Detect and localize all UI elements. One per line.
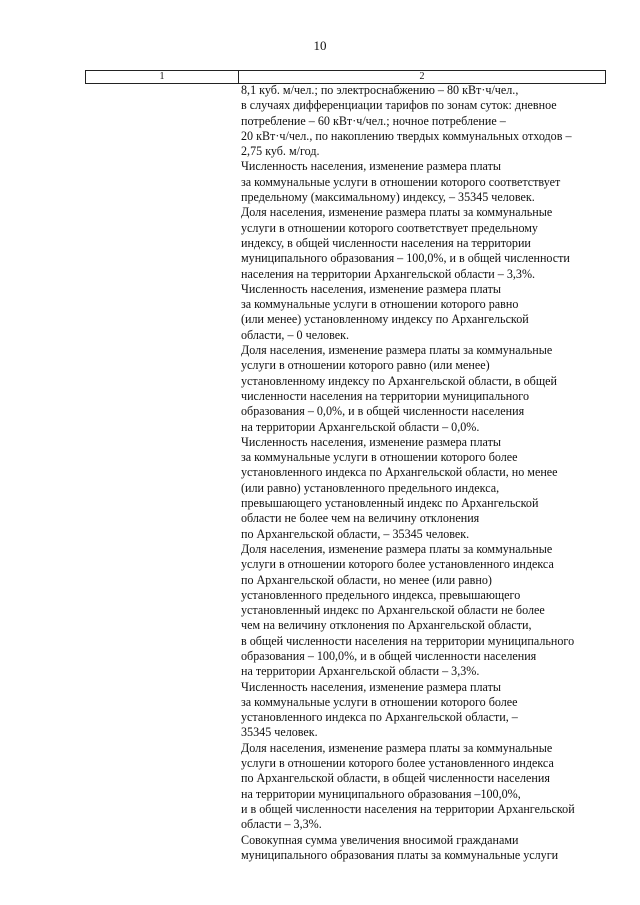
text-line: образования – 100,0%, и в общей численности населения bbox=[241, 648, 537, 663]
text-line: по Архангельской области, но менее (или равно) bbox=[241, 572, 492, 587]
text-line: Численность населения, изменение размера платы bbox=[241, 434, 501, 449]
text-line: (или менее) установленному индексу по Архангельской bbox=[241, 312, 529, 327]
text-line: Доля населения, изменение размера платы за коммунальные bbox=[241, 541, 553, 556]
text-line: услуги в отношении которого равно (или менее) bbox=[241, 358, 490, 373]
text-line: 35345 человек. bbox=[241, 725, 318, 740]
text-line: индексу, в общей численности населения на территории bbox=[241, 235, 531, 250]
text-line: области не более чем на величину отклонения bbox=[241, 511, 480, 526]
text-line: Доля населения, изменение размера платы за коммунальные bbox=[241, 740, 553, 755]
text-line: установленного индекса по Архангельской области, но менее bbox=[241, 465, 558, 480]
text-line: на территории Архангельской области – 0,0%. bbox=[241, 419, 480, 434]
text-line: Численность населения, изменение размера платы bbox=[241, 281, 501, 296]
text-line: превышающего установленный индекс по Архангельской bbox=[241, 496, 539, 511]
text-line: населения на территории Архангельской области – 3,3%. bbox=[241, 266, 536, 281]
text-line: 8,1 куб. м/чел.; по электроснабжению – 80 кВт·ч/чел., bbox=[241, 83, 519, 97]
text-line: области, – 0 человек. bbox=[241, 327, 350, 342]
text-line: Совокупная сумма увеличения вносимой гражданами bbox=[241, 832, 519, 847]
text-line: установленного индекса по Архангельской области, – bbox=[241, 710, 518, 725]
text-line: Доля населения, изменение размера платы за коммунальные bbox=[241, 205, 553, 220]
text-line: 2,75 куб. м/год. bbox=[241, 144, 320, 159]
text-line: предельному (максимальному) индексу, – 35345 человек. bbox=[241, 190, 535, 205]
text-line: услуги в отношении которого соответствует предельному bbox=[241, 220, 538, 235]
table-header-column-2: 2 bbox=[419, 71, 425, 82]
text-line: за коммунальные услуги в отношении которого соответствует bbox=[241, 174, 561, 189]
text-line: потребление – 60 кВт·ч/чел.; ночное потребление – bbox=[241, 113, 506, 128]
text-line: на территории муниципального образования –100,0%, bbox=[241, 786, 521, 801]
text-line: области – 3,3%. bbox=[241, 817, 322, 832]
text-line: по Архангельской области, – 35345 человек. bbox=[241, 526, 470, 541]
text-line: 20 кВт·ч/чел., по накоплению твердых коммунальных отходов – bbox=[241, 128, 572, 143]
text-line: услуги в отношении которого более установленного индекса bbox=[241, 756, 554, 771]
text-line: по Архангельской области, в общей численности населения bbox=[241, 771, 550, 786]
text-line: в случаях дифференциации тарифов по зонам суток: дневное bbox=[241, 98, 557, 113]
text-line: установленного предельного индекса, превышающего bbox=[241, 587, 521, 602]
text-line: установленному индексу по Архангельской области, в общей bbox=[241, 373, 557, 388]
text-line: на территории Архангельской области – 3,3%. bbox=[241, 664, 480, 679]
text-line: муниципального образования платы за коммунальные услуги bbox=[241, 847, 559, 862]
text-line: за коммунальные услуги в отношении которого более bbox=[241, 694, 518, 709]
table-header-column-1: 1 bbox=[86, 71, 239, 83]
text-line: за коммунальные услуги в отношении которого равно bbox=[241, 297, 519, 312]
text-line: в общей численности населения на территории муниципального bbox=[241, 633, 575, 648]
table-header-row bbox=[85, 70, 606, 84]
text-line: и в общей численности населения на территории Архангельской bbox=[241, 801, 575, 816]
text-line: чем на величину отклонения по Архангельской области, bbox=[241, 618, 532, 633]
text-line: муниципального образования – 100,0%, и в общей численности bbox=[241, 251, 570, 266]
table-cell-text bbox=[241, 83, 606, 863]
text-line: Доля населения, изменение размера платы за коммунальные bbox=[241, 343, 553, 358]
text-line: (или равно) установленного предельного индекса, bbox=[241, 480, 500, 495]
text-line: Численность населения, изменение размера платы bbox=[241, 159, 501, 174]
text-line: численности населения на территории муниципального bbox=[241, 388, 530, 403]
text-line: образования – 0,0%, и в общей численности населения bbox=[241, 404, 525, 419]
text-line: услуги в отношении которого более установленного индекса bbox=[241, 557, 554, 572]
text-line: Численность населения, изменение размера платы bbox=[241, 679, 501, 694]
page-number: 10 bbox=[313, 38, 327, 53]
text-line: за коммунальные услуги в отношении которого более bbox=[241, 450, 518, 465]
text-line: установленный индекс по Архангельской области не более bbox=[241, 603, 545, 618]
